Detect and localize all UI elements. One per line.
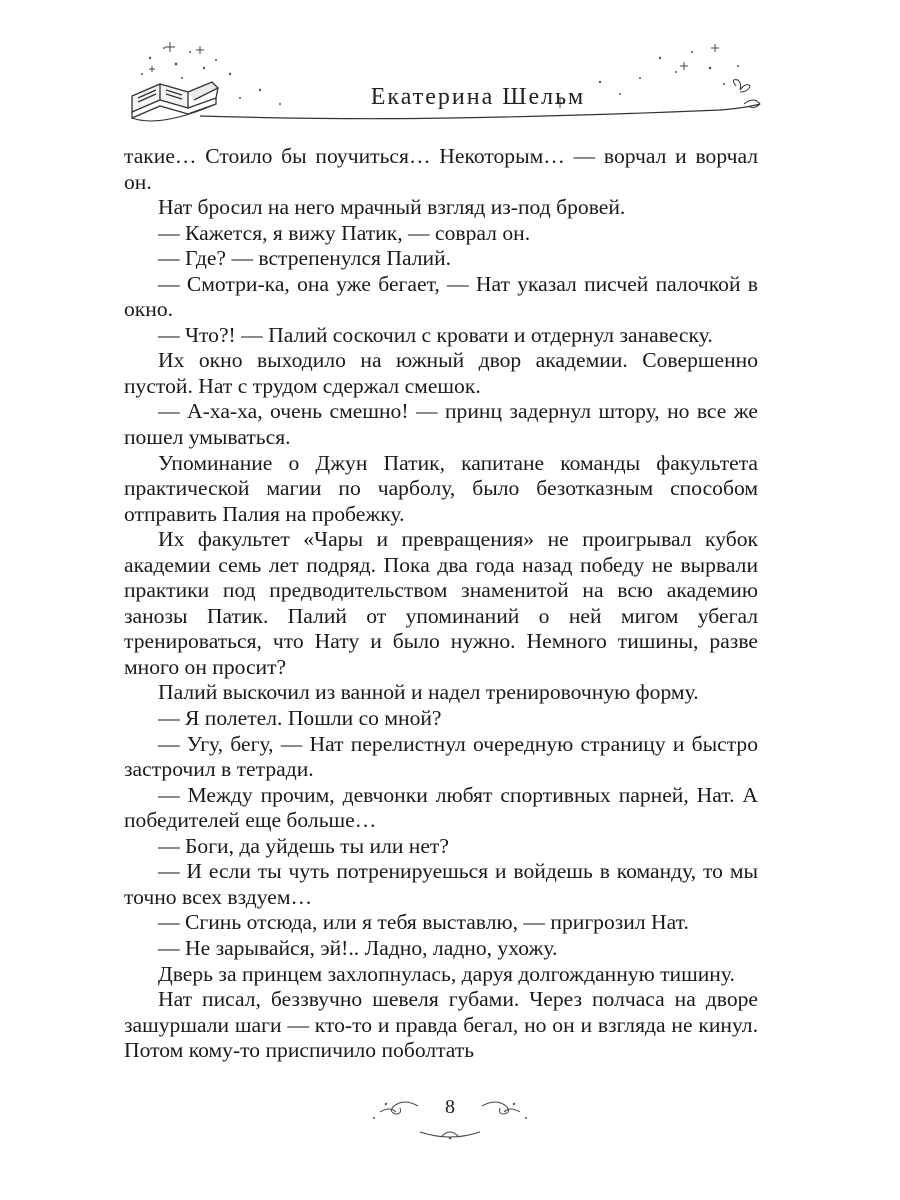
paragraph: — Кажется, я вижу Патик, — соврал он.	[158, 220, 531, 245]
paragraph: — Я полетел. Пошли со мной?	[158, 706, 442, 731]
paragraph: такие… Стоило бы поучиться… Некоторым… — ворчал и ворчал он.	[124, 144, 758, 194]
paragraph: — Смотри-ка, она уже бегает, — Нат указал писчей палочкой в окно.	[124, 271, 758, 322]
paragraph: — И если ты чуть потренируешься и войдешь в команду, то мы точно всех вздуем…	[124, 859, 758, 909]
author-name: Екатерина Шельм	[370, 84, 586, 110]
paragraph: Нат писал, беззвучно шевеля губами. Через полчаса на дворе зашуршали шаги — кто-то и правда бегал, но он и взгляда не кинул. Потом кому-то приспичило поболтать	[124, 987, 758, 1063]
running-header	[120, 38, 780, 130]
butterfly-icon	[733, 80, 760, 108]
paragraph: Дверь за принцем захлопнулась, даруя долгожданную тишину.	[158, 961, 735, 986]
paragraph: — Боги, да уйдешь ты или нет?	[158, 833, 449, 858]
paragraph: — Угу, бегу, — Нат перелистнул очередную страницу и быстро застрочил в тетради.	[124, 731, 758, 782]
paragraph: — Не зарывайся, эй!.. Ладно, ладно, ухожу.	[158, 935, 558, 960]
paragraph: Их окно выходило на южный двор академии. Совершенно пустой. Нат с трудом сдержал смешок.	[124, 348, 758, 398]
open-book-icon	[132, 82, 218, 121]
paragraph: — Сгинь отсюда, или я тебя выставлю, — пригрозил Нат.	[158, 910, 689, 935]
paragraph: Упоминание о Джун Патик, капитане команды факультета практической магии по чарболу, было безотказным способом отправить Палия на пробежку.	[124, 450, 758, 526]
page-footer	[360, 1092, 540, 1142]
page-number: 8	[445, 1096, 455, 1118]
paragraph: — Что?! — Палий соскочил с кровати и отдернул занавеску.	[158, 322, 713, 347]
paragraph: Палий выскочил из ванной и надел тренировочную форму.	[158, 680, 699, 705]
paragraph: — Между прочим, девчонки любят спортивных парней, Нат. А победителей еще больше…	[124, 782, 758, 833]
body-text	[124, 144, 758, 1064]
paragraph: — А-ха-ха, очень смешно! — принц задернул штору, но все же пошел умываться.	[124, 399, 758, 450]
paragraph: Нат бросил на него мрачный взгляд из-под бровей.	[158, 195, 626, 220]
paragraph: Их факультет «Чары и превращения» не проигрывал кубок академии семь лет подряд. Пока два года назад победу не вырвали практики под предводительством знаменитой на всю академию занозы Патик. Палий от упоминаний о ней мигом убегал тренироваться, что Нату и было нужно. Немного тишины, разве много он просит?	[124, 527, 758, 679]
paragraph: — Где? — встрепенулся Палий.	[158, 246, 452, 271]
